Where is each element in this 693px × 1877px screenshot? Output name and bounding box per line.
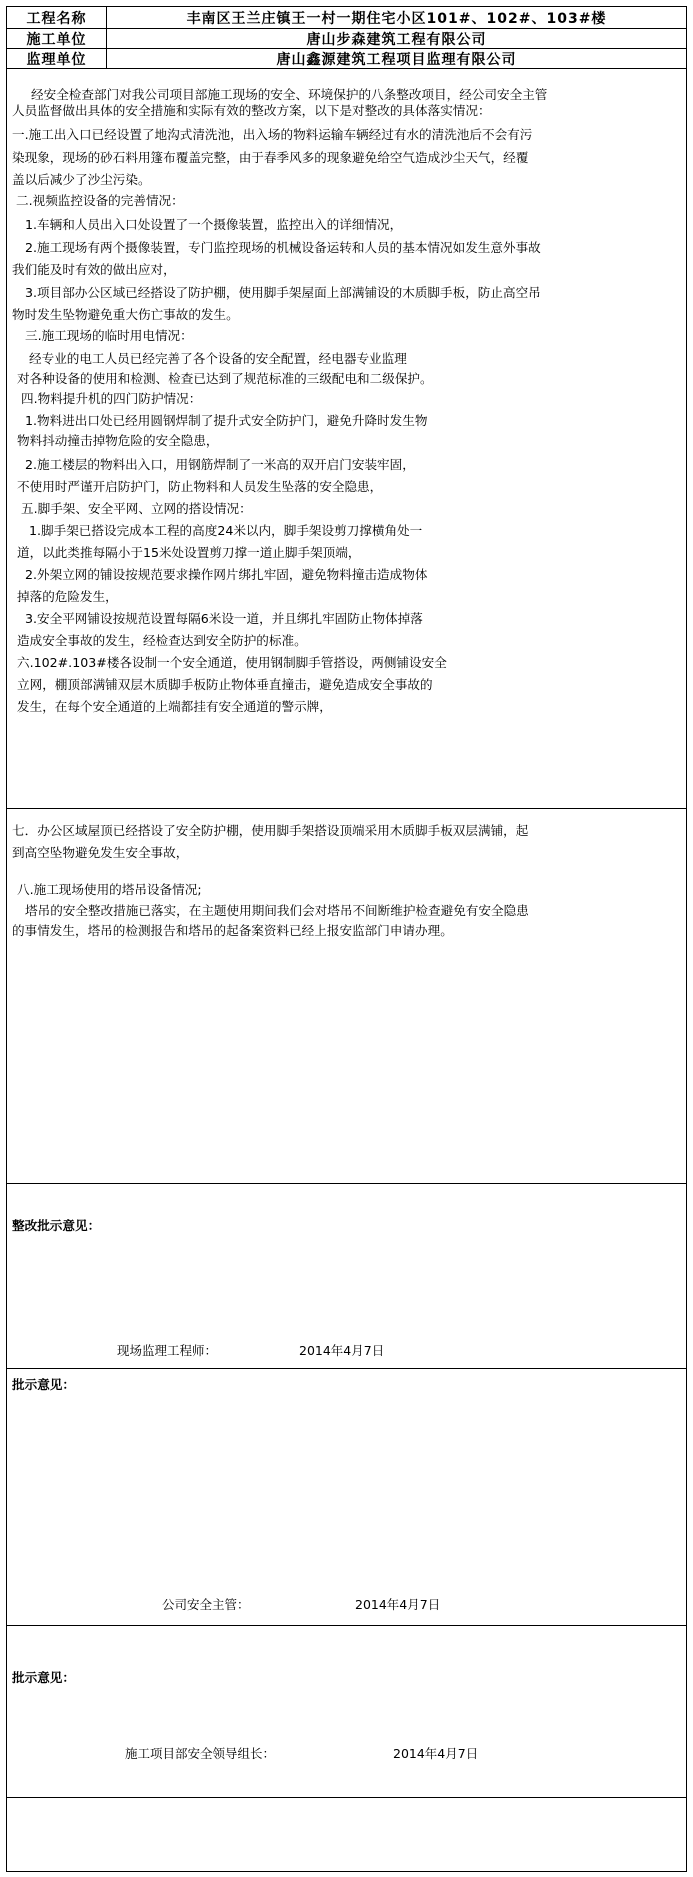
report-line: 三.施工现场的临时用电情况： xyxy=(25,328,193,343)
sign-date: 2014年4月7日 xyxy=(299,1343,385,1358)
report-line: 不使用时严谨开启防护门，防止物料和人员发生坠落的安全隐患， xyxy=(17,479,383,494)
supervision-unit-value: 唐山鑫源建筑工程项目监理有限公司 xyxy=(276,51,517,68)
report-line: 二.视频监控设备的完善情况： xyxy=(16,193,184,208)
report-line: 3.安全平网铺设按规范设置每隔6米设一道，并且绑扎牢固防止物体掉落 xyxy=(25,611,423,626)
report-line: 发生，在每个安全通道的上端都挂有安全通道的警示牌， xyxy=(17,699,332,714)
report-line: 六.102#.103#楼各设制一个安全通道，使用钢制脚手管搭设，两侧铺设安全 xyxy=(17,655,447,670)
report-line: 2.施工现场有两个摄像装置，专门监控现场的机械设备运转和人员的基本情况如发生意外事故 xyxy=(25,240,541,255)
section-title: 批示意见： xyxy=(12,1670,75,1685)
report-line: 人员监督做出具体的安全措施和实际有效的整改方案，以下是对整改的具体落实情况： xyxy=(12,103,491,118)
report-line: 八.施工现场使用的塔吊设备情况; xyxy=(17,882,202,897)
signer-label: 公司安全主管： xyxy=(162,1597,250,1612)
rectification-form xyxy=(6,6,687,1872)
report-line: 立网，棚顶部满铺双层木质脚手板防止物体垂直撞击，避免造成安全事故的 xyxy=(17,677,433,692)
sign-date: 2014年4月7日 xyxy=(355,1597,441,1612)
supervision-unit-row xyxy=(7,49,686,69)
report-line: 五.脚手架、安全平网、立网的搭设情况： xyxy=(21,501,252,516)
report-line: 1.车辆和人员出入口处设置了一个摄像装置，监控出入的详细情况， xyxy=(25,217,403,232)
section-title: 整改批示意见： xyxy=(12,1218,101,1233)
sign-date: 2014年4月7日 xyxy=(393,1746,479,1761)
report-line: 1.物料进出口处已经用圆钢焊制了提升式安全防护门，避免升降时发生物 xyxy=(25,413,428,428)
rectification-approval-section xyxy=(7,1184,686,1369)
report-line: 道，以此类推每隔小于15米处设置剪刀撑一道止脚手架顶端， xyxy=(17,545,361,560)
report-line: 物时发生坠物避免重大伤亡事故的发生。 xyxy=(12,307,239,322)
report-line: 经安全检查部门对我公司项目部施工现场的安全、环境保护的八条整改项目，经公司安全主管 xyxy=(31,87,548,102)
report-line: 染现象，现场的砂石料用篷布覆盖完整，由于春季风多的现象避免给空气造成沙尘天气，经覆 xyxy=(12,150,529,165)
report-line: 经专业的电工人员已经完善了各个设备的安全配置，经电器专业监理 xyxy=(29,351,407,366)
report-line: 造成安全事故的发生，经检查达到安全防护的标准。 xyxy=(17,633,307,648)
report-line: 2.外架立网的铺设按规范要求操作网片绑扎牢固，避免物料撞击造成物体 xyxy=(25,567,428,582)
construction-unit-label: 施工单位 xyxy=(7,29,107,48)
report-line: 1.脚手架已搭设完成本工程的高度24米以内，脚手架设剪刀撑横角处一 xyxy=(29,523,423,538)
project-approval-section xyxy=(7,1626,686,1798)
report-line: 的事情发生，塔吊的检测报告和塔吊的起备案资料已经上报安监部门申请办理。 xyxy=(12,923,453,938)
report-line: 2.施工楼层的物料出入口，用钢筋焊制了一米高的双开启门安装牢固， xyxy=(25,457,415,472)
additional-items-section xyxy=(7,809,686,1184)
project-name-row xyxy=(7,7,686,29)
signer-label: 现场监理工程师： xyxy=(117,1343,218,1358)
report-line: 七．办公区域屋顶已经搭设了安全防护棚，使用脚手架搭设顶端采用木质脚手板双层满铺，起 xyxy=(12,823,529,838)
report-line: 物料抖动撞击掉物危险的安全隐患， xyxy=(17,433,219,448)
project-name-label: 工程名称 xyxy=(7,7,107,28)
signer-label: 施工项目部安全领导组长： xyxy=(125,1746,276,1761)
report-line: 盖以后减少了沙尘污染。 xyxy=(12,172,151,187)
report-line: 到高空坠物避免发生安全事故， xyxy=(12,845,189,860)
report-line: 塔吊的安全整改措施已落实，在主题使用期间我们会对塔吊不间断维护检查避免有安全隐患 xyxy=(25,903,529,918)
report-line: 掉落的危险发生， xyxy=(17,589,118,604)
supervision-unit-label: 监理单位 xyxy=(7,49,107,68)
report-line: 我们能及时有效的做出应对， xyxy=(12,262,176,277)
company-approval-section xyxy=(7,1369,686,1626)
construction-unit-row xyxy=(7,29,686,49)
report-line: 一.施工出入口已经设置了地沟式清洗池，出入场的物料运输车辆经过有水的清洗池后不会有污 xyxy=(12,127,533,142)
section-title: 批示意见： xyxy=(12,1377,75,1392)
report-line: 四.物料提升机的四门防护情况： xyxy=(21,391,202,406)
construction-unit-value: 唐山步森建筑工程有限公司 xyxy=(306,31,487,48)
rectification-report-section xyxy=(7,69,686,809)
report-line: 对各种设备的使用和检测、检查已达到了规范标准的三级配电和二级保护。 xyxy=(17,371,433,386)
report-line: 3.项目部办公区域已经搭设了防护棚，使用脚手架屋面上部满铺设的木质脚手板，防止高空吊 xyxy=(25,285,541,300)
project-name-value: 丰南区王兰庄镇王一村一期住宅小区101#、102#、103#楼 xyxy=(186,10,607,27)
